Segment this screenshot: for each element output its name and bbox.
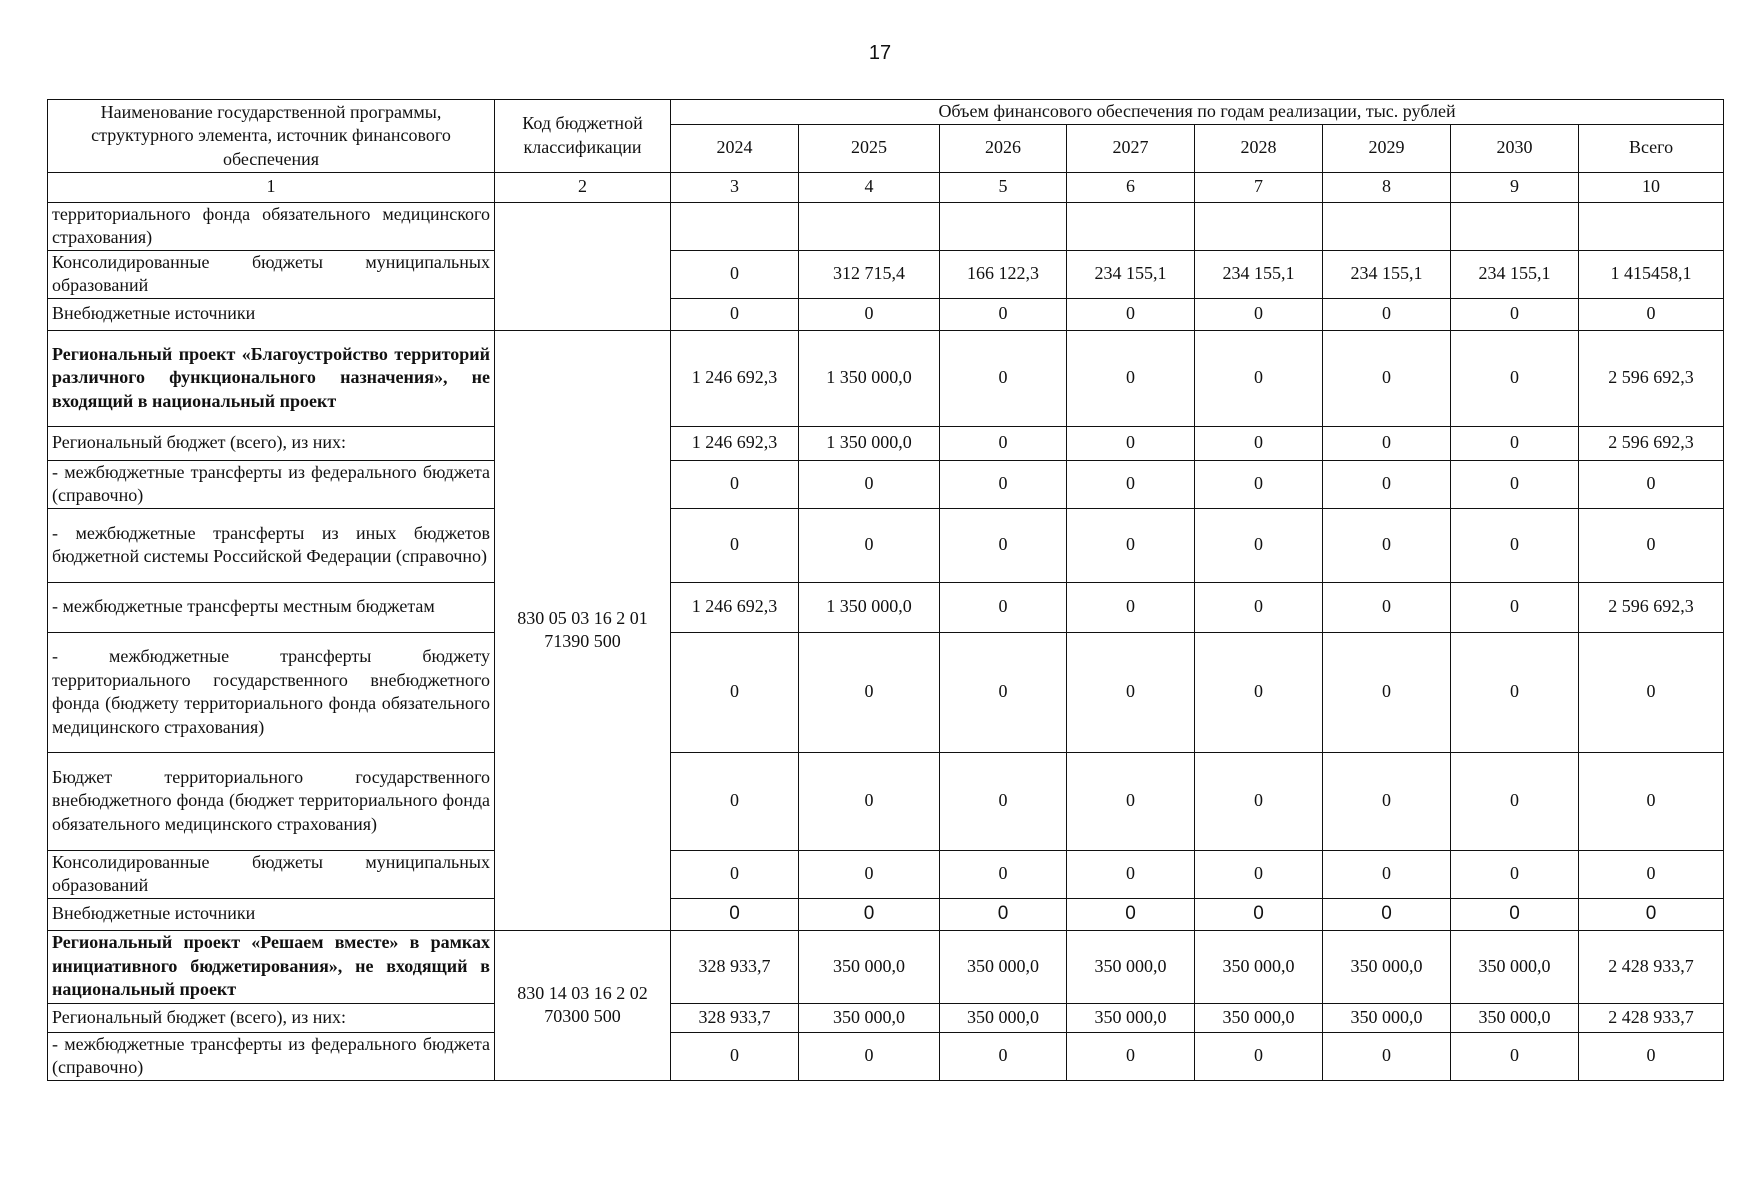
- value-cell: 0: [1451, 582, 1579, 632]
- value-cell: [1579, 202, 1724, 250]
- value-cell: 0: [671, 1032, 799, 1080]
- value-cell: 2 428 933,7: [1579, 930, 1724, 1003]
- value-cell: 0: [1451, 752, 1579, 850]
- value-cell: 0: [1195, 330, 1323, 426]
- value-cell: [1195, 202, 1323, 250]
- header-year: 2027: [1067, 124, 1195, 172]
- value-cell: 0: [1451, 1032, 1579, 1080]
- value-cell: 0: [799, 460, 940, 508]
- value-cell: 328 933,7: [671, 930, 799, 1003]
- column-index: 7: [1195, 172, 1323, 202]
- table-row: [48, 632, 1724, 752]
- value-cell: 0: [940, 330, 1067, 426]
- table-row: [48, 298, 1724, 330]
- value-cell: 0: [1451, 426, 1579, 460]
- header-year: 2029: [1323, 124, 1451, 172]
- value-cell: 1 350 000,0: [799, 426, 940, 460]
- value-cell: 1 246 692,3: [671, 426, 799, 460]
- value-cell: 0: [671, 850, 799, 898]
- page-number: 17: [868, 42, 892, 64]
- value-cell: 0: [799, 298, 940, 330]
- value-cell: 0: [1451, 850, 1579, 898]
- row-name: Консолидированные бюджеты муниципальных образований: [48, 250, 495, 298]
- value-cell: 350 000,0: [940, 930, 1067, 1003]
- value-cell: 350 000,0: [1067, 930, 1195, 1003]
- project-name: Региональный проект «Решаем вместе» в рамках инициативного бюджетирования», не входящий в национальный проект: [48, 930, 495, 1003]
- header-year: 2024: [671, 124, 799, 172]
- header-total: Всего: [1579, 124, 1724, 172]
- column-index: 2: [495, 172, 671, 202]
- value-cell: 0: [1067, 298, 1195, 330]
- value-cell: 0: [799, 632, 940, 752]
- value-cell: 0: [799, 850, 940, 898]
- value-cell: 0: [671, 298, 799, 330]
- value-cell: 0: [1195, 632, 1323, 752]
- table-row: [48, 426, 1724, 460]
- value-cell: 350 000,0: [1195, 930, 1323, 1003]
- value-cell: 1 246 692,3: [671, 582, 799, 632]
- value-cell: [1323, 202, 1451, 250]
- column-index: 3: [671, 172, 799, 202]
- row-name: - межбюджетные трансферты бюджету территориального государственного внебюджетного фонда (бюджету территориального фонда обязательного медицинского страхования): [48, 632, 495, 752]
- value-cell: 2 596 692,3: [1579, 582, 1724, 632]
- value-cell: 0: [940, 1032, 1067, 1080]
- column-index: 8: [1323, 172, 1451, 202]
- value-cell: 234 155,1: [1195, 250, 1323, 298]
- value-cell: 0: [1451, 460, 1579, 508]
- value-cell: 0: [1323, 850, 1451, 898]
- value-cell: 0: [1323, 298, 1451, 330]
- column-index: 5: [940, 172, 1067, 202]
- value-cell: 0: [799, 752, 940, 850]
- value-cell: 0: [1579, 1032, 1724, 1080]
- value-cell: 0: [940, 460, 1067, 508]
- table-row: [48, 582, 1724, 632]
- value-cell: 0: [1579, 898, 1724, 930]
- value-cell: 234 155,1: [1323, 250, 1451, 298]
- value-cell: 0: [1195, 460, 1323, 508]
- table-row: [48, 508, 1724, 582]
- value-cell: 1 246 692,3: [671, 330, 799, 426]
- value-cell: 0: [1451, 298, 1579, 330]
- code-cell-empty: [495, 202, 671, 330]
- value-cell: 234 155,1: [1451, 250, 1579, 298]
- value-cell: 1 350 000,0: [799, 582, 940, 632]
- value-cell: 0: [799, 898, 940, 930]
- value-cell: 0: [1323, 426, 1451, 460]
- column-index: 1: [48, 172, 495, 202]
- value-cell: 0: [1067, 632, 1195, 752]
- value-cell: 0: [1195, 1032, 1323, 1080]
- value-cell: 350 000,0: [799, 1003, 940, 1032]
- funding-table: [47, 99, 1724, 1081]
- value-cell: 0: [1579, 632, 1724, 752]
- value-cell: 350 000,0: [799, 930, 940, 1003]
- value-cell: 0: [1579, 298, 1724, 330]
- value-cell: 0: [1195, 508, 1323, 582]
- row-name: Региональный бюджет (всего), из них:: [48, 1003, 495, 1032]
- value-cell: 0: [1195, 298, 1323, 330]
- column-index: 4: [799, 172, 940, 202]
- value-cell: 350 000,0: [1451, 1003, 1579, 1032]
- value-cell: [671, 202, 799, 250]
- header-code-column: Код бюджетной классификации: [495, 100, 671, 173]
- value-cell: 0: [1579, 752, 1724, 850]
- value-cell: 328 933,7: [671, 1003, 799, 1032]
- header-year: 2028: [1195, 124, 1323, 172]
- value-cell: 0: [1067, 898, 1195, 930]
- value-cell: 0: [1451, 898, 1579, 930]
- row-name: Консолидированные бюджеты муниципальных образований: [48, 850, 495, 898]
- table-row: [48, 898, 1724, 930]
- value-cell: 0: [1195, 898, 1323, 930]
- value-cell: 0: [940, 298, 1067, 330]
- value-cell: 0: [1323, 508, 1451, 582]
- header-volume-title: Объем финансового обеспечения по годам реализации, тыс. рублей: [671, 100, 1724, 125]
- value-cell: 0: [940, 426, 1067, 460]
- value-cell: [1451, 202, 1579, 250]
- row-name: - межбюджетные трансферты из федерального бюджета (справочно): [48, 460, 495, 508]
- row-name: - межбюджетные трансферты из федерального бюджета (справочно): [48, 1032, 495, 1080]
- value-cell: 0: [1067, 426, 1195, 460]
- value-cell: 0: [1195, 752, 1323, 850]
- header-year: 2026: [940, 124, 1067, 172]
- row-name: - межбюджетные трансферты местным бюджетам: [48, 582, 495, 632]
- budget-code: 830 14 03 16 2 02 70300 500: [495, 930, 671, 1080]
- value-cell: 166 122,3: [940, 250, 1067, 298]
- value-cell: [1067, 202, 1195, 250]
- budget-code: 830 05 03 16 2 01 71390 500: [495, 330, 671, 930]
- value-cell: [799, 202, 940, 250]
- value-cell: 0: [1067, 1032, 1195, 1080]
- value-cell: [940, 202, 1067, 250]
- value-cell: 350 000,0: [1323, 930, 1451, 1003]
- value-cell: 0: [671, 508, 799, 582]
- row-name: Внебюджетные источники: [48, 298, 495, 330]
- value-cell: 0: [1579, 850, 1724, 898]
- value-cell: 0: [671, 250, 799, 298]
- value-cell: 0: [1451, 508, 1579, 582]
- value-cell: 0: [1067, 850, 1195, 898]
- row-name: - межбюджетные трансферты из иных бюджетов бюджетной системы Российской Федерации (справочно): [48, 508, 495, 582]
- value-cell: 0: [940, 508, 1067, 582]
- value-cell: 0: [1195, 426, 1323, 460]
- value-cell: 2 428 933,7: [1579, 1003, 1724, 1032]
- value-cell: 0: [1579, 460, 1724, 508]
- value-cell: 0: [671, 460, 799, 508]
- table-row: [48, 250, 1724, 298]
- value-cell: 0: [1323, 330, 1451, 426]
- table-row: [48, 1032, 1724, 1080]
- value-cell: 0: [671, 898, 799, 930]
- value-cell: 0: [1067, 460, 1195, 508]
- value-cell: 1 350 000,0: [799, 330, 940, 426]
- value-cell: 2 596 692,3: [1579, 330, 1724, 426]
- row-name: территориального фонда обязательного медицинского страхования): [48, 202, 495, 250]
- value-cell: 350 000,0: [1323, 1003, 1451, 1032]
- value-cell: 0: [1195, 582, 1323, 632]
- value-cell: 0: [940, 850, 1067, 898]
- column-index: 6: [1067, 172, 1195, 202]
- table-row: [48, 202, 1724, 250]
- value-cell: 0: [1579, 508, 1724, 582]
- row-name: Региональный бюджет (всего), из них:: [48, 426, 495, 460]
- value-cell: 0: [671, 752, 799, 850]
- row-name: Внебюджетные источники: [48, 898, 495, 930]
- value-cell: 0: [1067, 752, 1195, 850]
- value-cell: 0: [671, 632, 799, 752]
- value-cell: 0: [1067, 330, 1195, 426]
- value-cell: 0: [1451, 330, 1579, 426]
- table-row: [48, 330, 1724, 426]
- column-index: 10: [1579, 172, 1724, 202]
- row-name: Бюджет территориального государственного внебюджетного фонда (бюджет территориального фонда обязательного медицинского страхования): [48, 752, 495, 850]
- value-cell: 0: [1323, 898, 1451, 930]
- value-cell: 0: [1195, 850, 1323, 898]
- value-cell: 350 000,0: [940, 1003, 1067, 1032]
- value-cell: 350 000,0: [1451, 930, 1579, 1003]
- value-cell: 0: [1067, 582, 1195, 632]
- table-row: [48, 460, 1724, 508]
- value-cell: 2 596 692,3: [1579, 426, 1724, 460]
- value-cell: 0: [1323, 752, 1451, 850]
- header-name-column: Наименование государственной программы, структурного элемента, источник финансового обеспечения: [48, 100, 495, 173]
- value-cell: 0: [1323, 632, 1451, 752]
- table-row: [48, 850, 1724, 898]
- value-cell: 0: [799, 1032, 940, 1080]
- value-cell: 312 715,4: [799, 250, 940, 298]
- project-name: Региональный проект «Благоустройство территорий различного функционального назначения», не входящий в национальный проект: [48, 330, 495, 426]
- value-cell: 0: [940, 632, 1067, 752]
- value-cell: 350 000,0: [1195, 1003, 1323, 1032]
- value-cell: 0: [1323, 582, 1451, 632]
- table-row: [48, 752, 1724, 850]
- table-row: [48, 1003, 1724, 1032]
- value-cell: 0: [1323, 1032, 1451, 1080]
- value-cell: 0: [940, 752, 1067, 850]
- value-cell: 0: [940, 582, 1067, 632]
- value-cell: 1 415458,1: [1579, 250, 1724, 298]
- value-cell: 0: [1451, 632, 1579, 752]
- header-year: 2030: [1451, 124, 1579, 172]
- value-cell: 0: [1323, 460, 1451, 508]
- column-index-row: [48, 172, 1724, 202]
- value-cell: 350 000,0: [1067, 1003, 1195, 1032]
- value-cell: 234 155,1: [1067, 250, 1195, 298]
- header-year: 2025: [799, 124, 940, 172]
- value-cell: 0: [1067, 508, 1195, 582]
- table-row: [48, 930, 1724, 1003]
- value-cell: 0: [940, 898, 1067, 930]
- value-cell: 0: [799, 508, 940, 582]
- column-index: 9: [1451, 172, 1579, 202]
